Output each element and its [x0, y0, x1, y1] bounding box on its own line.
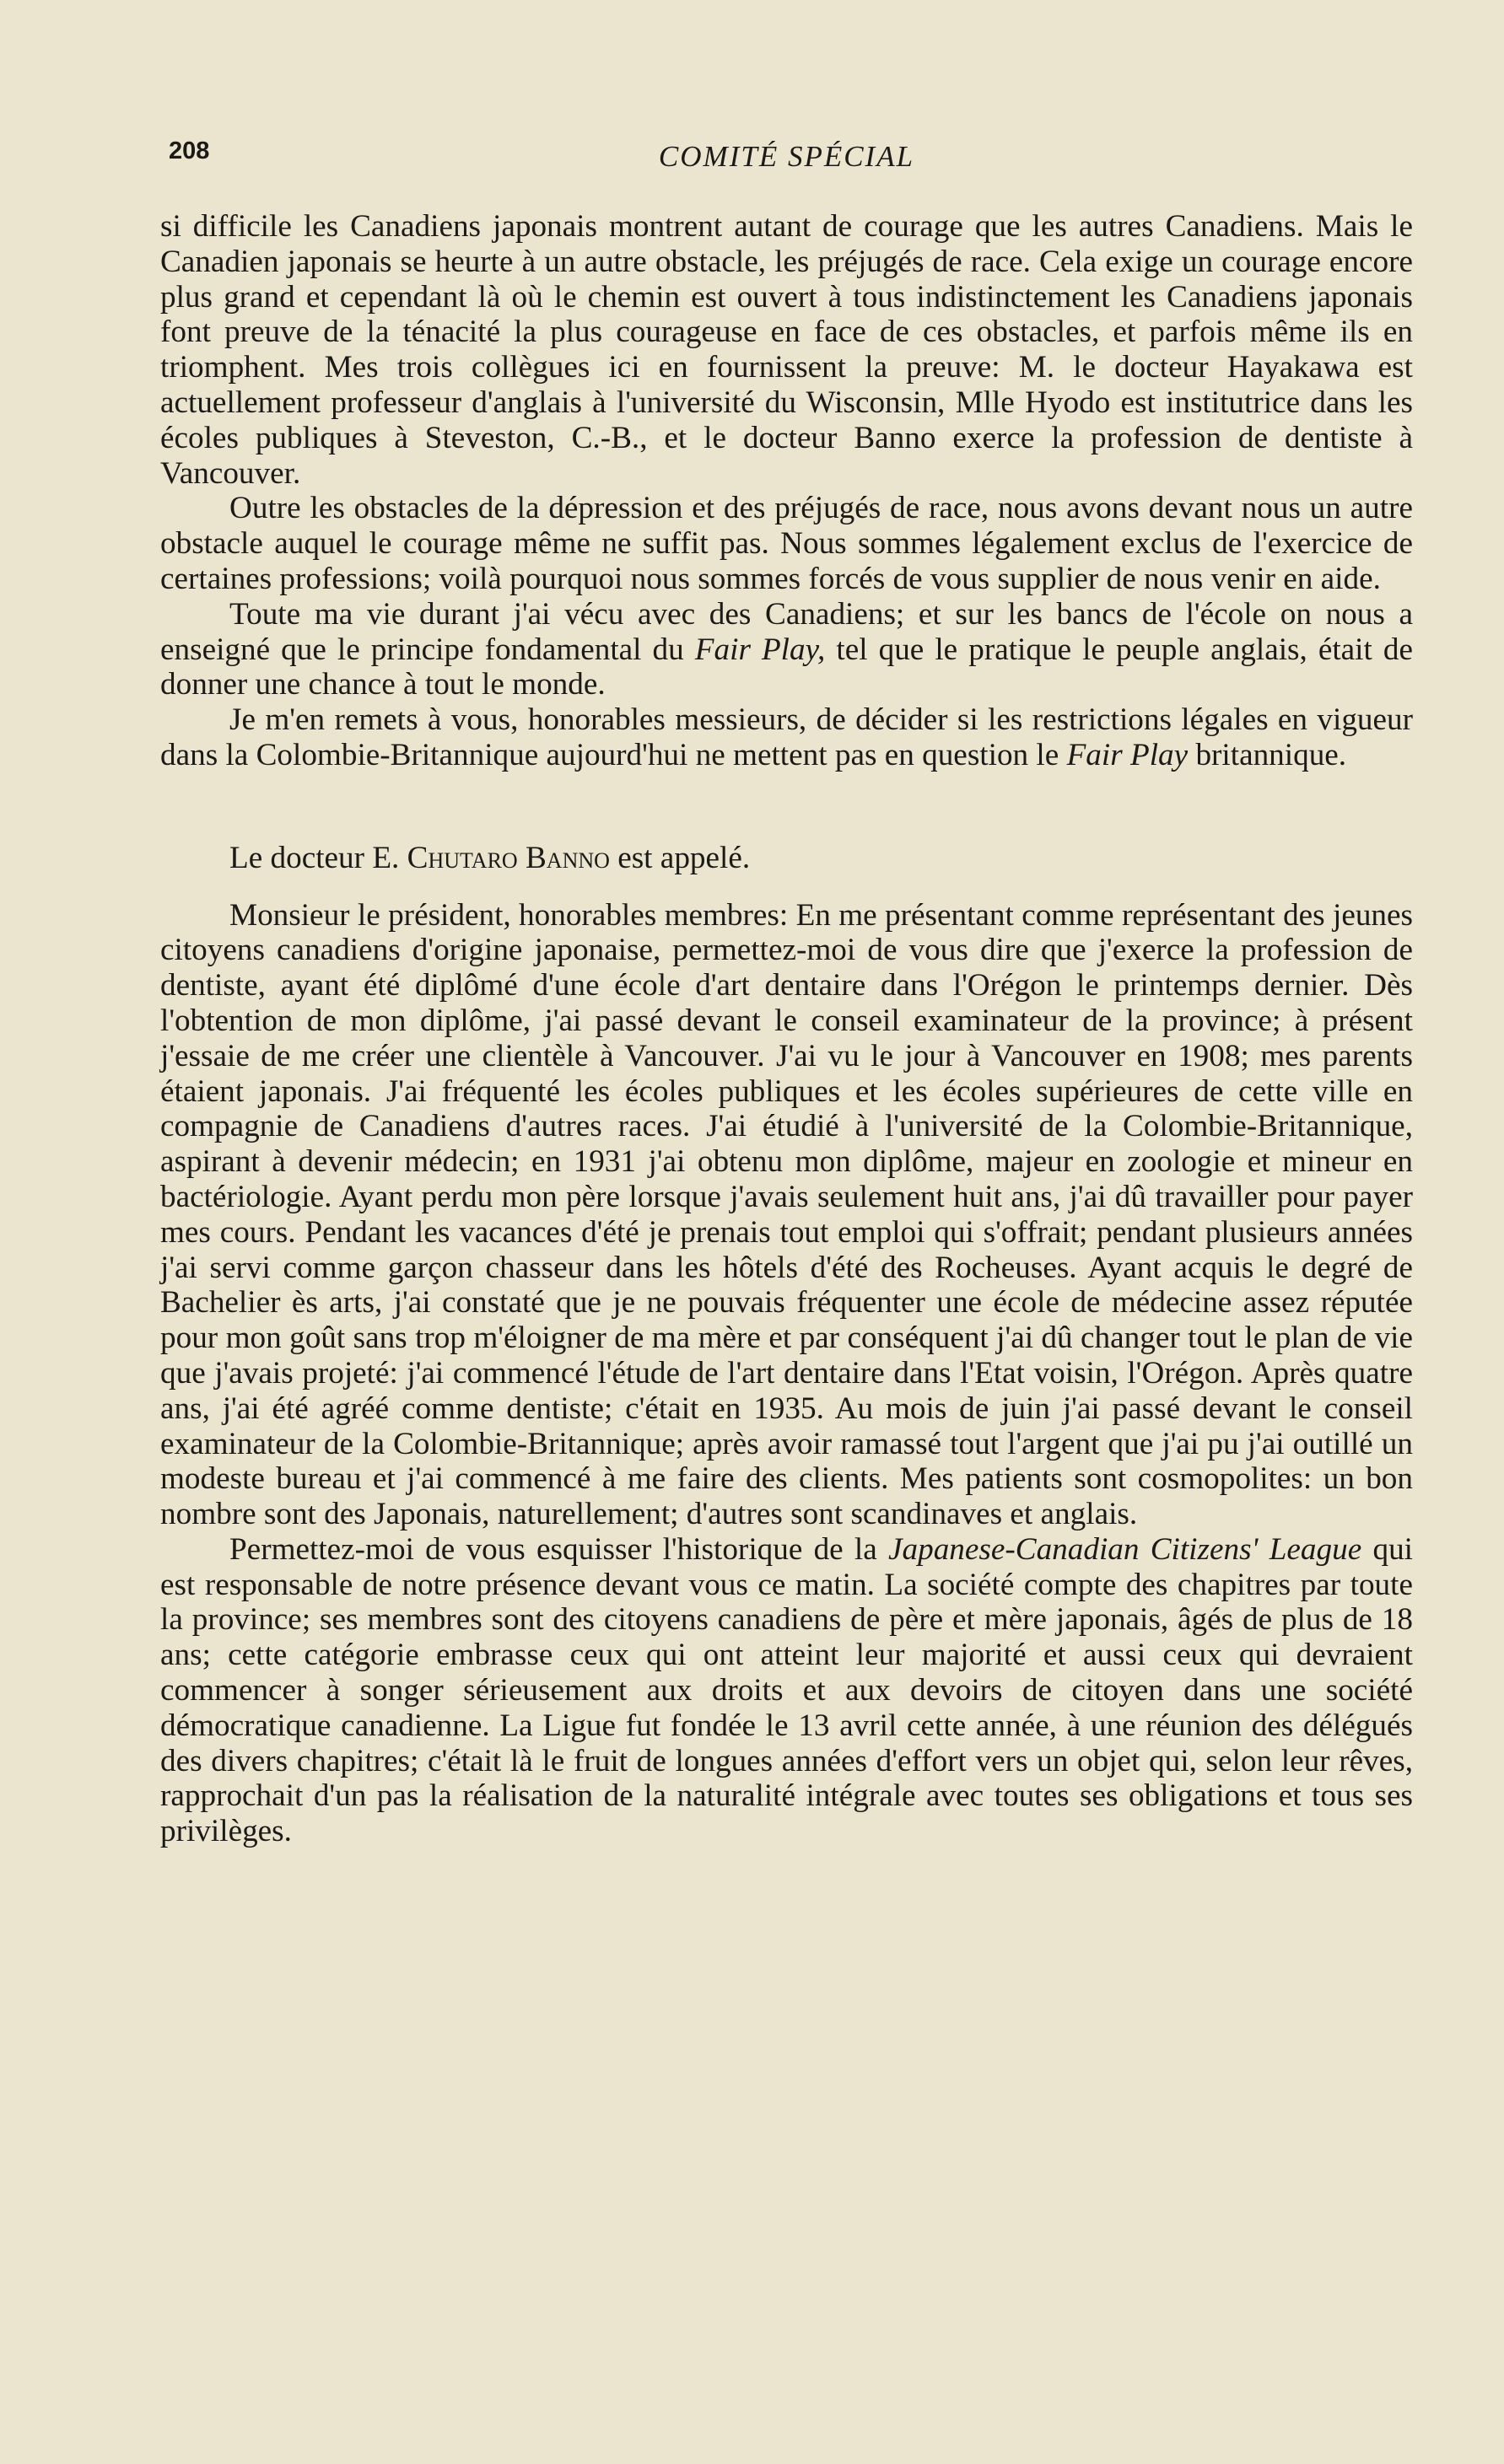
- paragraph-text: tel que le pratique le peuple anglais, était de donner une chance à tout le monde.: [160, 632, 1413, 702]
- paragraph-text: Permettez-moi de vous esquisser l'historique de la: [229, 1531, 889, 1567]
- witness-call-text: Le docteur E.: [229, 840, 407, 875]
- italic-phrase: Fair Play: [1066, 737, 1189, 772]
- witness-call-text: est appelé.: [609, 840, 751, 875]
- paragraph-text: Toute ma vie durant j'ai vécu avec des Canadiens; et sur les bancs de l'école on nous a enseigné que le principe fondamental du: [160, 596, 1413, 667]
- italic-phrase: Japanese-Canadian Citizens' League: [888, 1531, 1362, 1567]
- section-gap: [160, 773, 1413, 841]
- witness-call: [160, 841, 1413, 876]
- paragraph: [160, 1532, 1413, 1849]
- paragraph: Outre les obstacles de la dépression et des préjugés de race, nous avons devant nous un autre obstacle auquel le courage même ne suffit pas. Nous sommes légalement exclus de l'exercice de certaines professions; voilà pourquoi nous sommes forcés de vous supplier de nous venir en aide.: [160, 491, 1413, 596]
- paragraph: Monsieur le président, honorables membres: En me présentant comme représentant des jeunes citoyens canadiens d'origine japonaise, permettez-moi de vous dire que j'exerce la profession de dentiste, ayant été diplômé d'une école d'art dentaire dans l'Orégon le printemps dernier. Dès l'obtention de mon diplôme, j'ai passé devant le conseil examinateur de la province; à présent j'essaie de me créer une clientèle à Vancouver. J'ai vu le jour à Vancouver en 1908; mes parents étaient japonais. J'ai fréquenté les écoles publiques et les écoles supérieures de cette ville en compagnie de Canadiens d'autres races. J'ai étudié à l'université de la Colombie-Britannique, aspirant à devenir médecin; en 1931 j'ai obtenu mon diplôme, majeur en zoologie et mineur en bactériologie. Ayant perdu mon père lorsque j'avais seulement huit ans, j'ai dû travailler pour payer mes cours. Pendant les vacances d'été je prenais tout emploi qui s'offrait; pendant plusieurs années j'ai servi comme garçon chasseur dans les hôtels d'été des Rocheuses. Ayant acquis le degré de Bachelier ès arts, j'ai constaté que je ne pouvais fréquenter une école de médecine assez réputée pour mon goût sans trop m'éloigner de ma mère et par conséquent j'ai dû changer tout le plan de vie que j'avais projeté: j'ai commencé l'étude de l'art dentaire dans l'Etat voisin, l'Orégon. Après quatre ans, j'ai été agréé comme dentiste; c'était en 1935. Au mois de juin j'ai passé devant le conseil examinateur de la Colombie-Britannique; après avoir ramassé tout l'argent que j'ai pu j'ai outillé un modeste bureau et j'ai commencé à me faire des clients. Mes patients sont cosmopolites: un bon nombre sont des Japonais, naturellement; d'autres sont scandinaves et anglais.: [160, 897, 1413, 1532]
- paragraph: [160, 597, 1413, 702]
- body-text: [160, 209, 1413, 1849]
- page: [160, 126, 1413, 1849]
- page-number: 208: [169, 137, 210, 164]
- page-header: [160, 126, 1413, 177]
- paragraph: [160, 702, 1413, 773]
- paragraph-text: britannique.: [1188, 737, 1347, 772]
- paragraph-text: qui est responsable de notre présence devant vous ce matin. La société compte des chapitres par toute la province; ses membres sont des citoyens canadiens de père et mère japonais, âgés de plus de 18 ans; cette catégorie embrasse ceux qui ont atteint leur majorité et aussi ceux qui devraient commencer à songer sérieusement aux droits et aux devoirs de citoyen dans une société démocratique canadienne. La Ligue fut fondée le 13 avril cette année, à une réunion des délégués des divers chapitres; c'était là le fruit de longues années d'effort vers un objet qui, selon leur rêves, rapprochait d'un pas la réalisation de la naturalité intégrale avec toutes ses obligations et tous ses privilèges.: [160, 1531, 1413, 1849]
- paragraph: si difficile les Canadiens japonais montrent autant de courage que les autres Canadiens. Mais le Canadien japonais se heurte à un autre obstacle, les préjugés de race. Cela exige un courage encore plus grand et cependant là où le chemin est ouvert à tous indistinctement les Canadiens japonais font preuve de la ténacité la plus courageuse en face de ces obstacles, et parfois même ils en triomphent. Mes trois collègues ici en fournissent la preuve: M. le docteur Hayakawa est actuellement professeur d'anglais à l'université du Wisconsin, Mlle Hyodo est institutrice dans les écoles publiques à Steveston, C.-B., et le docteur Banno exerce la profession de dentiste à Vancouver.: [160, 209, 1413, 491]
- italic-phrase: Fair Play,: [694, 632, 826, 667]
- witness-name: Chutaro Banno: [407, 840, 610, 875]
- paragraph-text: Je m'en remets à vous, honorables messieurs, de décider si les restrictions légales en vigueur dans la Colombie-Britannique aujourd'hui ne mettent pas en question le: [160, 702, 1413, 772]
- spacer: [160, 876, 1413, 898]
- running-head: COMITÉ SPÉCIAL: [658, 140, 915, 173]
